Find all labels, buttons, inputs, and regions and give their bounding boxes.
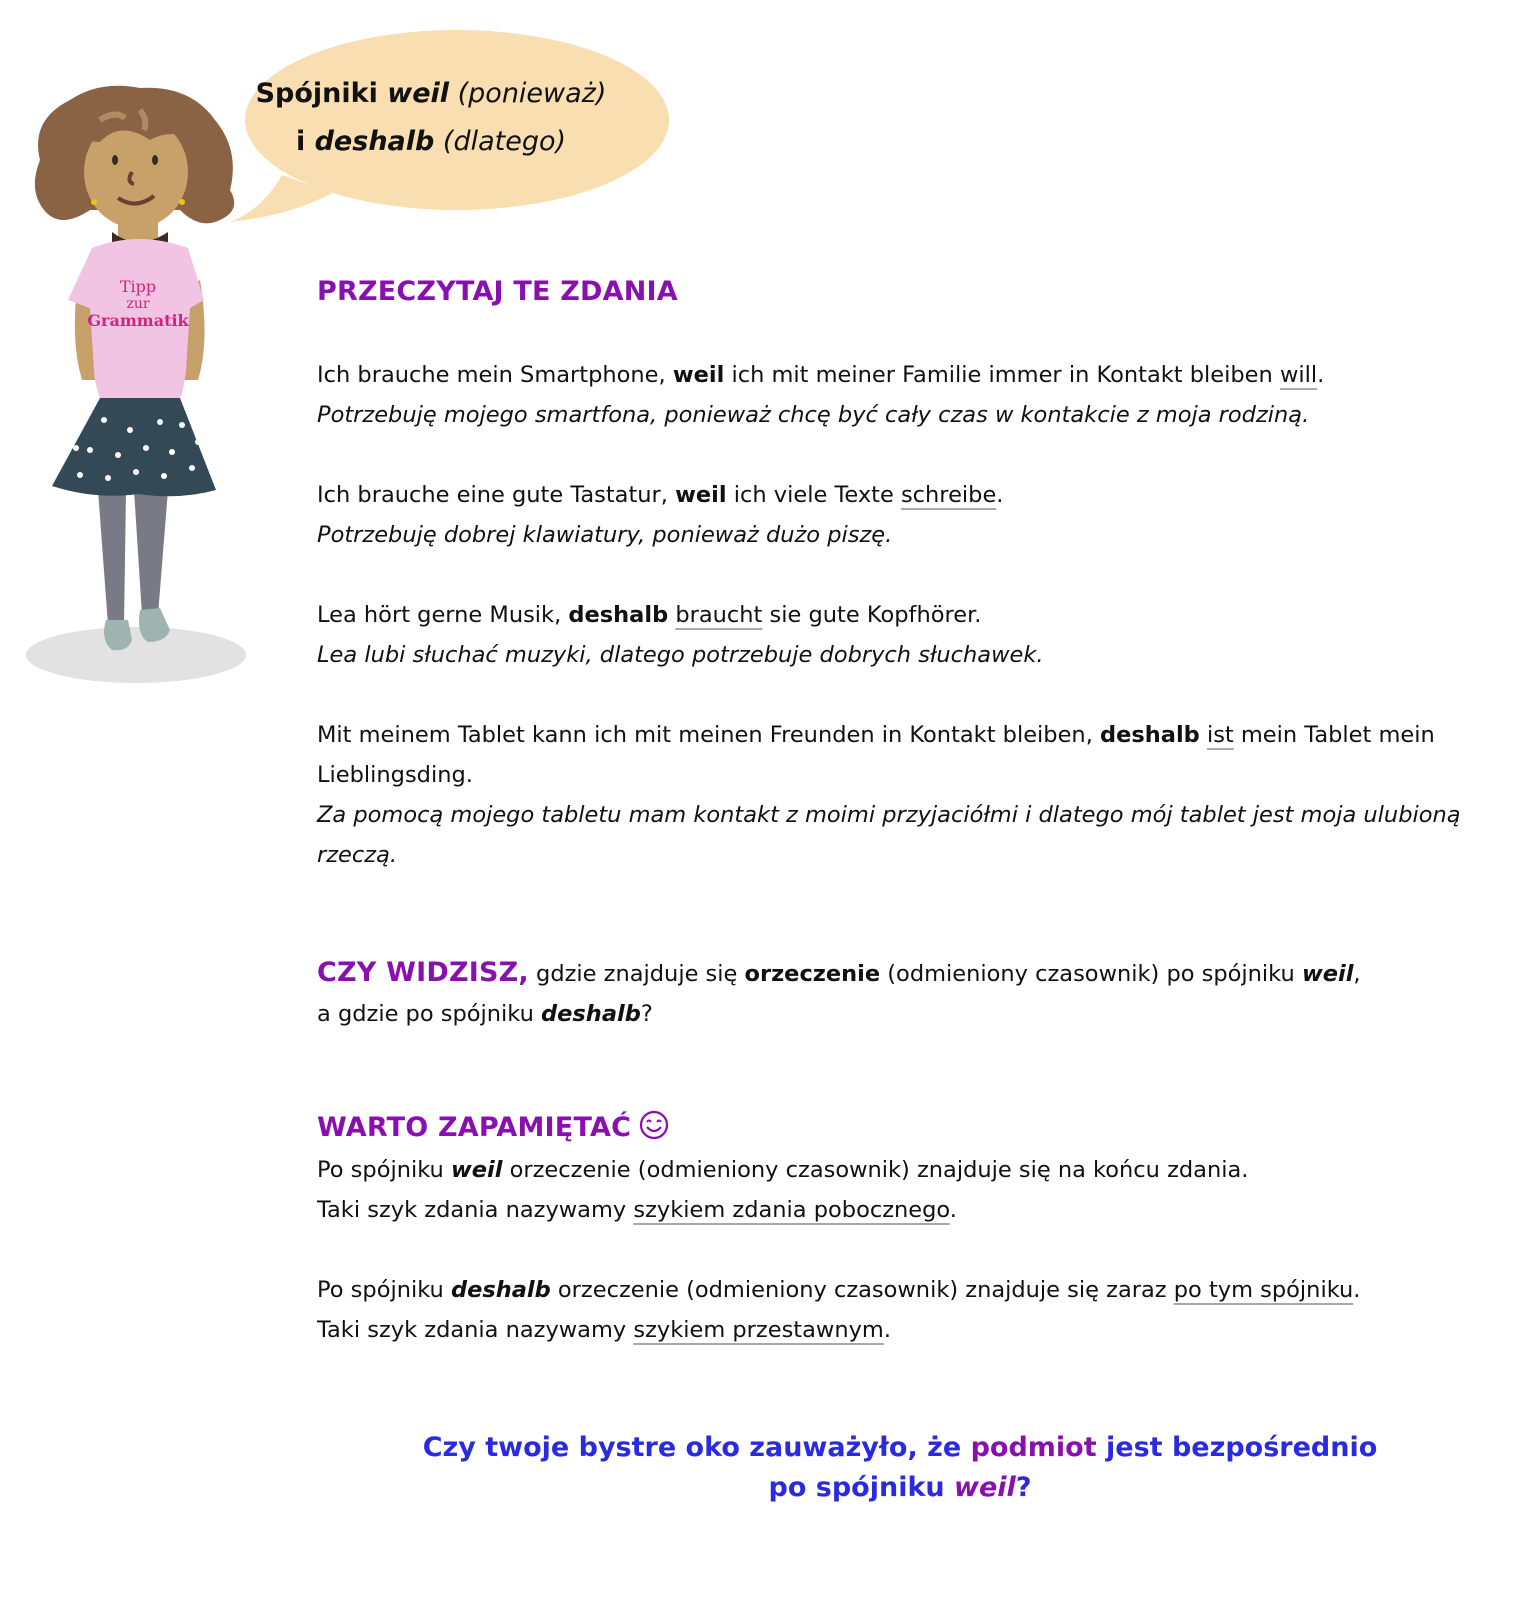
shirt-text: Tipp: [119, 277, 157, 296]
final-question: Czy twoje bystre oko zauważyło, że podmiot jest bezpośrednio po spójniku weil?: [422, 1432, 1378, 1503]
term-highlight: szykiem zdania pobocznego: [633, 1197, 950, 1223]
verb-highlight: braucht: [675, 602, 763, 628]
section-heading-read: PRZECZYTAJ TE ZDANIA: [317, 276, 678, 307]
rule-weil: Po spójniku weil orzeczenie (odmieniony czasownik) znajduje się na końcu zdania. Taki szyk zdania nazywamy szykiem zdania pobocznego.: [317, 1157, 1249, 1223]
sentence-pair-2: [317, 475, 1517, 555]
sentence-pair-1: [317, 355, 1517, 435]
verb-highlight: schreibe: [900, 482, 997, 508]
section-question: CZY WIDZISZ, gdzie znajduje się orzeczenie (odmieniony czasownik) po spójniku weil, a gdzie po spójniku deshalb?: [317, 957, 1361, 1027]
sentence-polish: Potrzebuję dobrej klawiatury, ponieważ dużo piszę.: [317, 522, 893, 548]
section-heading-question: CZY WIDZISZ,: [317, 957, 529, 988]
section-heading-remember: WARTO ZAPAMIĘTAĆ: [317, 1110, 1517, 1143]
girl-character-illustration: [20, 80, 260, 700]
rule-deshalb: Po spójniku deshalb orzeczenie (odmieniony czasownik) znajduje się zaraz po tym spójniku. Taki szyk zdania nazywamy szykiem przestawnym.: [317, 1277, 1361, 1343]
sentence-german: Ich brauche mein Smartphone, weil ich mit meiner Familie immer in Kontakt bleiben will.: [317, 362, 1325, 388]
sentence-german: Mit meinem Tablet kann ich mit meinen Freunden in Kontakt bleiben, deshalb ist mein Tablet mein Lieblingsding.: [317, 722, 1435, 788]
term-highlight: szykiem przestawnym: [633, 1317, 884, 1343]
sentence-german: Lea hört gerne Musik, deshalb braucht sie gute Kopfhörer.: [317, 602, 982, 628]
place-highlight: po tym spójniku: [1173, 1277, 1354, 1303]
verb-highlight: will: [1279, 362, 1318, 388]
svg-text:zur: zur: [126, 296, 150, 312]
sentence-pair-3: [317, 595, 1517, 675]
smiling-face-icon: [639, 1110, 669, 1140]
bubble-title-line1: Spójniki weil (ponieważ): [255, 78, 607, 109]
sentence-polish: Lea lubi słuchać muzyki, dlatego potrzebuje dobrych słuchawek.: [317, 642, 1044, 668]
sentence-polish: Za pomocą mojego tabletu mam kontakt z moimi przyjaciółmi i dlatego mój tablet jest moja ulubioną rzeczą.: [317, 802, 1461, 868]
svg-text:Grammatik: Grammatik: [87, 311, 189, 330]
sentence-german: Ich brauche eine gute Tastatur, weil ich viele Texte schreibe.: [317, 482, 1004, 508]
sentence-pair-4: [317, 715, 1517, 875]
speech-bubble: [222, 25, 672, 225]
verb-highlight: ist: [1206, 722, 1234, 748]
subject-highlight: podmiot: [970, 1432, 1097, 1463]
sentence-polish: Potrzebuję mojego smartfona, ponieważ chcę być cały czas w kontakcie z moja rodziną.: [317, 402, 1310, 428]
bubble-title-line2: i deshalb (dlatego): [295, 126, 567, 157]
